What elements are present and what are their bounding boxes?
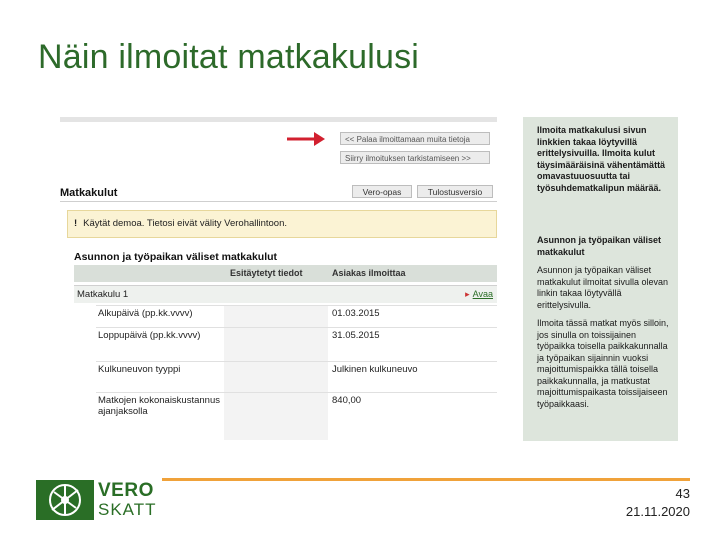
table-header (74, 265, 497, 282)
page-number: 43 (675, 486, 690, 501)
column-prefilled: Esitäytetyt tiedot (230, 268, 303, 278)
table-row (96, 327, 497, 361)
warning-icon: ! (74, 218, 78, 229)
table-row (96, 392, 497, 440)
logo-skatt: SKATT (98, 500, 157, 519)
row-value: 01.03.2015 (332, 308, 380, 319)
table-row (96, 305, 497, 327)
triangle-right-icon: ▸ (465, 289, 470, 299)
print-version-button[interactable]: Tulostusversio (417, 185, 493, 198)
screenshot-panel (60, 117, 497, 440)
logo-vero: VERO (98, 480, 154, 501)
arrow-right-icon (286, 128, 326, 150)
back-to-info-button[interactable]: << Palaa ilmoittamaan muita tietoja (340, 132, 490, 145)
row-label: Loppupäivä (pp.kk.vvvv) (98, 330, 201, 341)
expense-row-header (74, 285, 497, 303)
help-subtitle: Asunnon ja työpaikan väliset matkakulut (537, 235, 662, 257)
demo-notice (67, 210, 497, 238)
divider (60, 201, 497, 202)
page-heading: Matkakulut (60, 187, 118, 199)
row-value: 31.05.2015 (332, 330, 380, 341)
expense-label: Matkakulu 1 (77, 289, 129, 300)
vero-guide-button[interactable]: Vero-opas (352, 185, 412, 198)
help-sidebar (523, 117, 678, 441)
notice-text: Käytät demoa. Tietosi eivät välity Verohallintoon. (83, 218, 288, 229)
open-link-label: Avaa (472, 289, 493, 299)
help-text-1: Asunnon ja työpaikan väliset matkakulut ilmoitat sivulla olevan linkin takaa löytyvällä erittelysivulla. (537, 265, 669, 310)
row-label: Alkupäivä (pp.kk.vvvv) (98, 308, 193, 319)
emblem-icon (36, 480, 94, 520)
table-row (96, 361, 497, 392)
help-text-2: Ilmoita tässä matkat myös silloin, jos sinulla on toissijainen työpaikka toisella paikkakunnalla ja työpaikan sijainnin vuoksi majoittumispaikka tällä toisella paikkakunnalla, ja matkustat majoittumispaikasta toissijaiseen työpaikkaasi. (537, 318, 669, 409)
section-title: Asunnon ja työpaikan väliset matkakulut (74, 251, 278, 263)
slide-title: Näin ilmoitat matkakulusi (38, 38, 420, 76)
go-to-review-button[interactable]: Siirry ilmoituksen tarkistamiseen >> (340, 151, 490, 164)
row-value: 840,00 (332, 395, 362, 406)
column-customer-reports: Asiakas ilmoittaa (332, 268, 406, 278)
row-label: Matkojen kokonaiskustannus ajanjaksolla (98, 395, 220, 417)
row-label: Kulkuneuvon tyyppi (98, 364, 181, 375)
help-intro: Ilmoita matkakulusi sivun linkkien takaa löytyvillä erittelysivuilla. Ilmoita kulut täysimääräisinä vähentämättä omavastuuosuutta tai työsuhdematkalipun määrää. (537, 125, 666, 193)
prefilled-cell (224, 393, 328, 440)
footer-line (162, 478, 690, 481)
prefilled-cell (224, 306, 328, 327)
row-value: Julkinen kulkuneuvo (332, 364, 418, 375)
prefilled-cell (224, 362, 328, 392)
slide-date: 21.11.2020 (625, 504, 690, 519)
prefilled-cell (224, 328, 328, 361)
open-link[interactable] (465, 286, 493, 303)
vero-skatt-logo (36, 480, 157, 522)
top-strip (60, 117, 497, 122)
